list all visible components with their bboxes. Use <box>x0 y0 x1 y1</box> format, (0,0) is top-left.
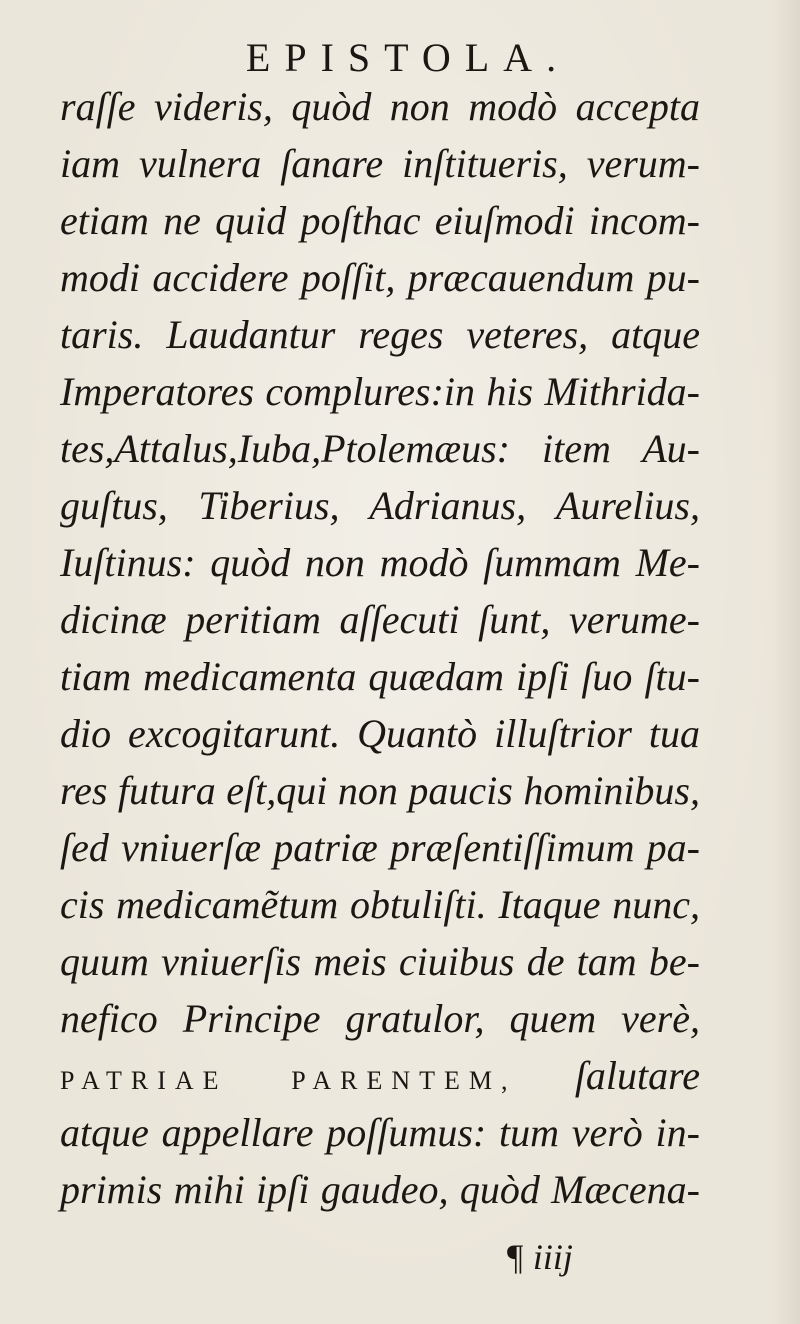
text-line: tes,Attalus,Iuba,Ptolemæus: item Au- <box>60 426 700 471</box>
text-line: etiam ne quid poſthac eiuſmodi incom- <box>60 198 700 243</box>
caps-phrase: PATRIAE PARENTEM, <box>60 1066 517 1095</box>
text-line: raſſe videris, quòd non modò accepta <box>60 84 700 129</box>
text-line: primis mihi ipſi gaudeo, quòd Mæcena- <box>60 1167 700 1212</box>
text-line: taris. Laudantur reges veteres, atque <box>60 312 700 357</box>
text-line: Imperatores complures:in his Mithrida- <box>60 369 700 414</box>
signature-mark: ¶ iiij <box>505 1237 573 1277</box>
text-line: nefico Principe gratulor, quem verè, <box>60 996 700 1041</box>
text-line: Iuſtinus: quòd non modò ſummam Me- <box>60 540 700 585</box>
text-line: guſtus, Tiberius, Adrianus, Aurelius, <box>60 483 700 528</box>
text-line: cis medicamẽtum obtuliſti. Itaque nunc, <box>60 882 700 927</box>
page-edge-shadow <box>770 0 800 1324</box>
text-line-caps <box>60 1047 700 1104</box>
text-line: tiam medicamenta quædam ipſi ſuo ſtu- <box>60 654 700 699</box>
text-line: atque appellare poſſumus: tum verò in- <box>60 1110 700 1155</box>
text-line: dicinæ peritiam aſſecuti ſunt, verume- <box>60 597 700 642</box>
body-text <box>60 78 700 1218</box>
text-line: quum vniuerſis meis ciuibus de tam be- <box>60 939 700 984</box>
text-line: iam vulnera ſanare inſtitueris, verum- <box>60 141 700 186</box>
text-line: dio excogitarunt. Quantò illuſtrior tua <box>60 711 700 756</box>
text-line: res futura eſt,qui non paucis hominibus, <box>60 768 700 813</box>
text-line: modi accidere poſſit, præcauendum pu- <box>60 255 700 300</box>
caps-line-rest: ſalutare <box>516 1053 700 1098</box>
text-line: ſed vniuerſæ patriæ præſentiſſimum pa- <box>60 825 700 870</box>
page-header: EPISTOLA. <box>245 35 571 80</box>
